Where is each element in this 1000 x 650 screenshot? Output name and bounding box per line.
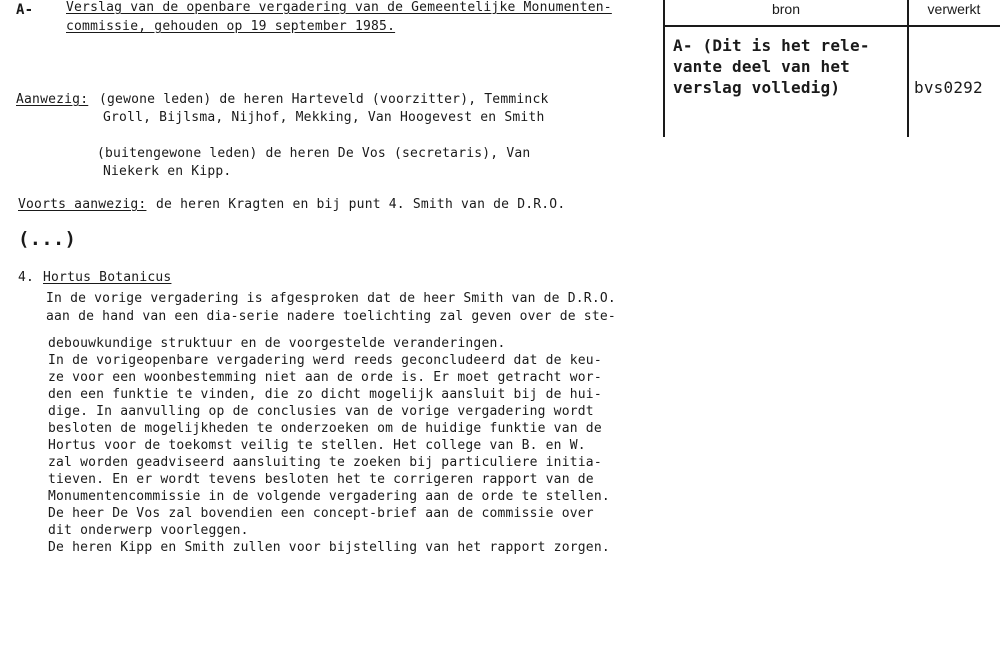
column-header-source: bron [771, 1, 801, 17]
body-line: dige. In aanvulling op de conclusies van de vorige vergadering wordt [48, 404, 594, 419]
column-header-processed: verwerkt [927, 1, 981, 17]
omission-marker: (...) [18, 228, 77, 250]
body-line: debouwkundige struktuur en de voorgestelde veranderingen. [48, 336, 506, 351]
source-line: verslag volledig) [673, 78, 841, 97]
body-line: De heren Kipp en Smith zullen voor bijstelling van het rapport zorgen. [48, 540, 610, 555]
source-line: A- (Dit is het rele- [673, 36, 870, 55]
body-line: zal worden geadviseerd aansluiting te zoeken bij particuliere initia- [48, 455, 602, 470]
body-line: Hortus voor de toekomst veilig te stellen. Het college van B. en W. [48, 438, 586, 453]
body-line: In de vorigeopenbare vergadering werd reeds geconcludeerd dat de keu- [48, 353, 602, 368]
body-line: besloten de mogelijkheden te onderzoeken om de huidige funktie van de [48, 421, 602, 436]
present-regular-line-1: (gewone leden) de heren Harteveld (voorzitter), Temminck [99, 92, 549, 107]
body-line: aan de hand van een dia-serie nadere toelichting zal geven over de ste- [46, 309, 616, 324]
body-line: dit onderwerp voorleggen. [48, 523, 249, 538]
report-title-line-2: commissie, gehouden op 19 september 1985. [66, 19, 396, 34]
body-line: De heer De Vos zal bovendien een concept-brief aan de commissie over [48, 506, 594, 521]
table-divider [907, 0, 909, 137]
table-header-rule [663, 25, 1000, 27]
processed-value: bvs0292 [914, 78, 983, 97]
body-line: ze voor een woonbestemming niet aan de orde is. Er moet getracht wor- [48, 370, 602, 385]
present-extra-line-1: (buitengewone leden) de heren De Vos (secretaris), Van [97, 146, 531, 161]
present-label: Aanwezig: [16, 92, 89, 107]
body-line: tieven. En er wordt tevens besloten het te corrigeren rapport van de [48, 472, 594, 487]
section-marker: A- [16, 2, 34, 18]
source-line: vante deel van het [673, 57, 850, 76]
also-present-text: de heren Kragten en bij punt 4. Smith van de D.R.O. [156, 197, 566, 212]
body-line: den een funktie te vinden, die zo dicht mogelijk aansluit bij de hui- [48, 387, 602, 402]
present-regular-line-2: Groll, Bijlsma, Nijhof, Mekking, Van Hoogevest en Smith [103, 110, 545, 125]
section-number: 4. [18, 270, 35, 285]
table-border-left [663, 0, 665, 137]
body-line: In de vorige vergadering is afgesproken dat de heer Smith van de D.R.O. [46, 291, 616, 306]
report-title-line-1: Verslag van de openbare vergadering van de Gemeentelijke Monumenten- [66, 0, 612, 15]
body-line: Monumentencommissie in de volgende vergadering aan de orde te stellen. [48, 489, 610, 504]
also-present-label: Voorts aanwezig: [18, 197, 147, 212]
section-title: Hortus Botanicus [43, 270, 172, 285]
present-extra-line-2: Niekerk en Kipp. [103, 164, 232, 179]
